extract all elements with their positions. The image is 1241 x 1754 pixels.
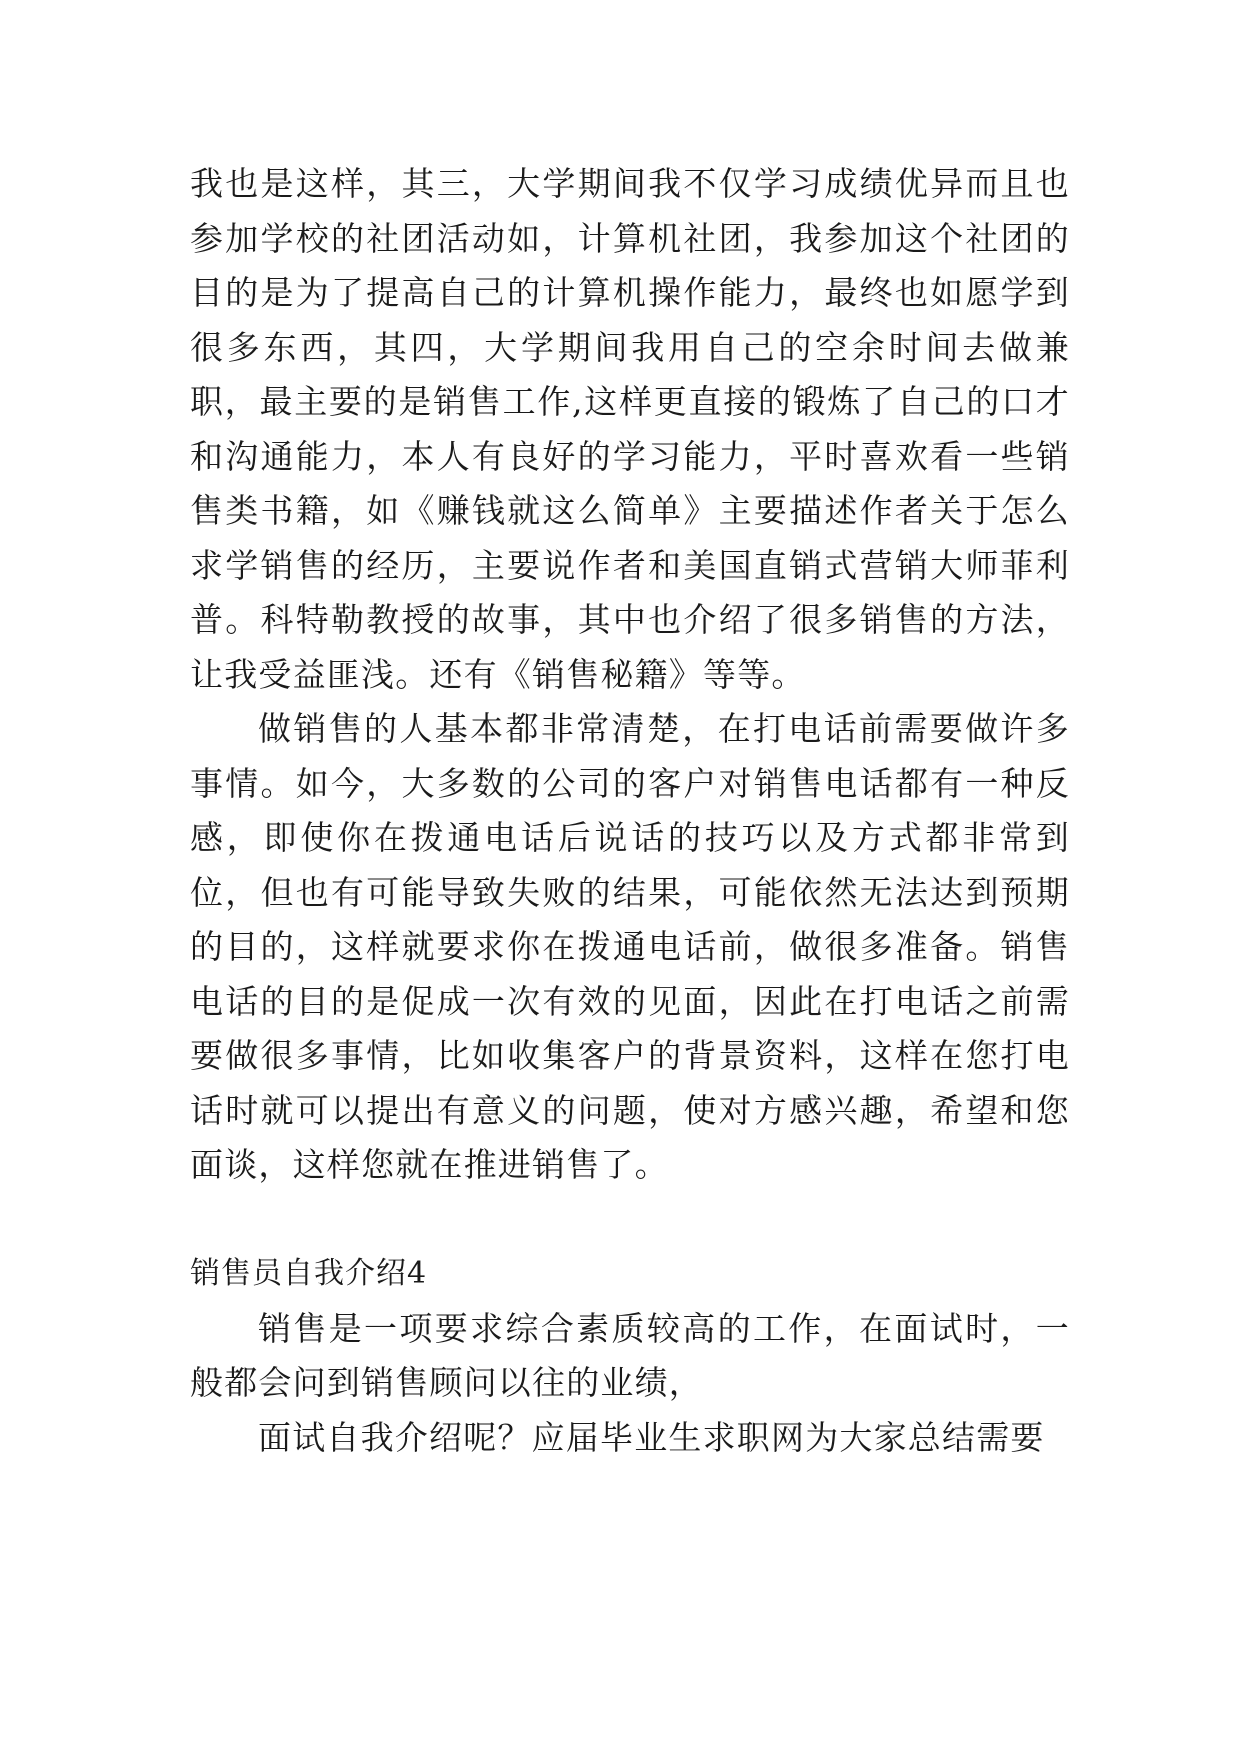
paragraph-sales-preparation: 做销售的人基本都非常清楚，在打电话前需要做许多事情。如今，大多数的公司的客户对销售电话都有一种反感，即使你在拨通电话后说话的技巧以及方式都非常到位，但也有可能导致失败的结果，可能依然无法达到预期的目的，这样就要求你在拨通电话前，做很多准备。销售电话的目的是促成一次有效的见面，因此在打电话之前需要做很多事情，比如收集客户的背景资料，这样在您打电话时就可以提出有意义的问题，使对方感兴趣，希望和您面谈，这样您就在推进销售了。: [190, 709, 1070, 1184]
paragraph-continuation: 我也是这样，其三，大学期间我不仅学习成绩优异而且也参加学校的社团活动如，计算机社团，我参加这个社团的目的是为了提高自己的计算机操作能力，最终也如愿学到很多东西，其四，大学期间我用自己的空余时间去做兼职，最主要的是销售工作,这样更直接的锻炼了自己的口才和沟通能力，本人有良好的学习能力，平时喜欢看一些销售类书籍，如《赚钱就这么简单》主要描述作者关于怎么求学销售的经历，主要说作者和美国直销式营销大师菲利普。科特勒教授的故事，其中也介绍了很多销售的方法，让我受益匪浅。还有《销售秘籍》等等。: [190, 164, 1070, 694]
blank-line: [190, 1193, 1070, 1248]
paragraph-interview-intro: 面试自我介绍呢？应届毕业生求职网为大家总结需要: [258, 1417, 1045, 1457]
document-body: [190, 157, 1070, 1465]
section-heading: 销售员自我介绍4: [190, 1256, 428, 1291]
paragraph-sales-quality: 销售是一项要求综合素质较高的工作，在面试时，一般都会问到销售顾问以往的业绩，: [190, 1308, 1070, 1402]
